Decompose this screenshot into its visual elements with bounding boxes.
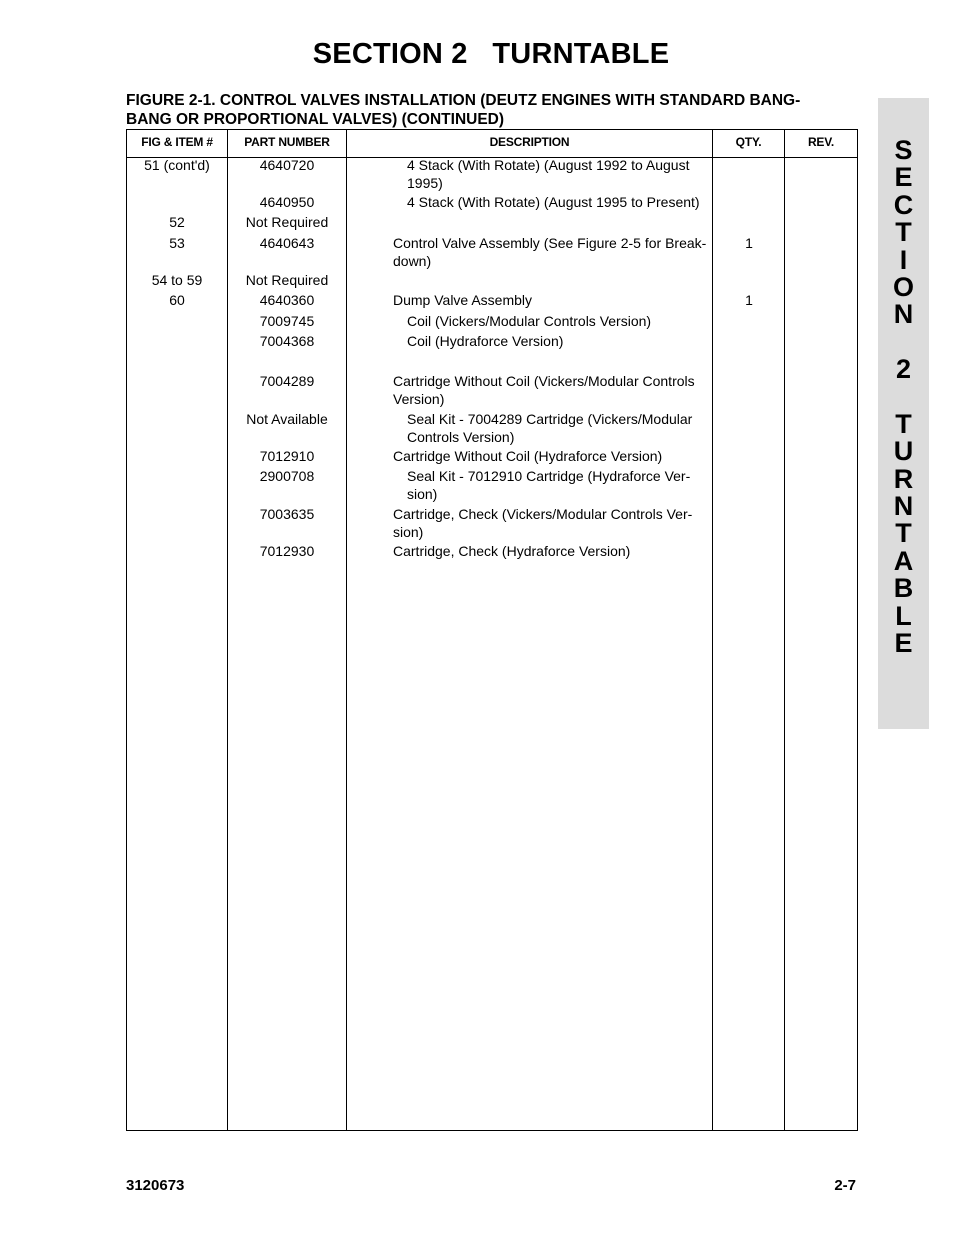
cell-fig-item: 54 to 59 bbox=[151, 272, 203, 288]
cell-fig-item: 51 (cont'd) bbox=[144, 157, 210, 173]
cell-description: Coil (Hydraforce Version) bbox=[407, 333, 564, 349]
cell-qty: 1 bbox=[745, 235, 753, 251]
section-side-tab bbox=[878, 98, 929, 729]
cell-part-number: Not Available bbox=[246, 411, 328, 427]
cell-qty: 1 bbox=[745, 292, 753, 308]
side-tab-letter: L bbox=[895, 600, 912, 631]
side-tab-letter: S bbox=[894, 135, 913, 165]
cell-part-number: 7004289 bbox=[259, 373, 315, 389]
section-side-tab-label bbox=[878, 137, 929, 657]
column-divider bbox=[784, 130, 785, 1130]
cell-part-number: 4640950 bbox=[259, 194, 315, 210]
cell-description: 4 Stack (With Rotate) (August 1992 to August 1995) bbox=[407, 157, 690, 191]
side-tab-letter: N bbox=[893, 491, 914, 522]
cell-fig-item: 52 bbox=[169, 214, 185, 230]
figure-caption bbox=[126, 91, 846, 129]
side-tab-letter: E bbox=[894, 162, 913, 193]
cell-description: Cartridge, Check (Hydraforce Version) bbox=[393, 543, 631, 559]
cell-description: Cartridge Without Coil (Vickers/Modular Controls Version) bbox=[393, 373, 695, 407]
side-tab-letter: T bbox=[895, 217, 912, 248]
page-number: 2-7 bbox=[834, 1177, 856, 1194]
cell-part-number: 4640360 bbox=[259, 292, 315, 308]
header-description: DESCRIPTION bbox=[489, 135, 570, 149]
cell-part-number: Not Required bbox=[245, 272, 329, 288]
cell-description: Coil (Vickers/Modular Controls Version) bbox=[407, 313, 652, 329]
cell-description: Seal Kit - 7012910 Cartridge (Hydraforce Ver-sion) bbox=[407, 468, 691, 502]
side-tab-letter: E bbox=[894, 628, 913, 659]
side-tab-letter bbox=[878, 329, 929, 356]
side-tab-letter: N bbox=[893, 299, 914, 330]
side-tab-letter: A bbox=[893, 545, 914, 576]
cell-description: Dump Valve Assembly bbox=[393, 292, 533, 308]
cell-part-number: 7012930 bbox=[259, 543, 315, 559]
side-tab-letter: R bbox=[893, 463, 914, 494]
page-title: SECTION 2 TURNTABLE bbox=[312, 38, 670, 70]
cell-part-number: 7012910 bbox=[259, 448, 315, 464]
cell-part-number: Not Required bbox=[245, 214, 329, 230]
cell-part-number: 2900708 bbox=[259, 468, 315, 484]
cell-description: Cartridge Without Coil (Hydraforce Version) bbox=[393, 448, 663, 464]
figure-caption-line-2: BANG OR PROPORTIONAL VALVES) (CONTINUED) bbox=[126, 111, 505, 128]
header-rev: REV. bbox=[807, 135, 835, 149]
column-divider bbox=[712, 130, 713, 1130]
cell-description: 4 Stack (With Rotate) (August 1995 to Present) bbox=[407, 194, 700, 210]
side-tab-letter: T bbox=[895, 518, 912, 549]
side-tab-letter: T bbox=[895, 408, 912, 439]
header-part-number: PART NUMBER bbox=[244, 135, 330, 149]
parts-table bbox=[126, 129, 858, 1131]
cell-part-number: 4640643 bbox=[259, 235, 315, 251]
side-tab-letter: U bbox=[893, 436, 914, 467]
table-header-row bbox=[127, 130, 857, 158]
cell-fig-item: 60 bbox=[169, 292, 185, 308]
cell-description: Cartridge, Check (Vickers/Modular Controls Ver-sion) bbox=[393, 506, 693, 540]
side-tab-letter: O bbox=[892, 271, 914, 302]
cell-part-number: 7004368 bbox=[259, 333, 315, 349]
side-tab-letter: 2 bbox=[895, 354, 912, 385]
cell-part-number: 7003635 bbox=[259, 506, 315, 522]
side-tab-letter: C bbox=[893, 189, 914, 220]
cell-description: Control Valve Assembly (See Figure 2-5 for Break-down) bbox=[393, 235, 707, 269]
side-tab-letter bbox=[878, 384, 929, 411]
figure-caption-line-1: FIGURE 2-1. CONTROL VALVES INSTALLATION (DEUTZ ENGINES WITH STANDARD BANG- bbox=[126, 92, 801, 109]
header-fig-item: FIG & ITEM # bbox=[141, 135, 213, 149]
column-divider bbox=[346, 130, 347, 1130]
header-qty: QTY. bbox=[735, 135, 762, 149]
cell-part-number: 4640720 bbox=[259, 157, 315, 173]
cell-description: Seal Kit - 7004289 Cartridge (Vickers/Modular Controls Version) bbox=[407, 411, 693, 445]
cell-fig-item: 53 bbox=[169, 235, 185, 251]
side-tab-letter: B bbox=[893, 573, 914, 604]
cell-part-number: 7009745 bbox=[259, 313, 315, 329]
document-number: 3120673 bbox=[126, 1177, 185, 1194]
side-tab-letter: I bbox=[899, 244, 908, 275]
